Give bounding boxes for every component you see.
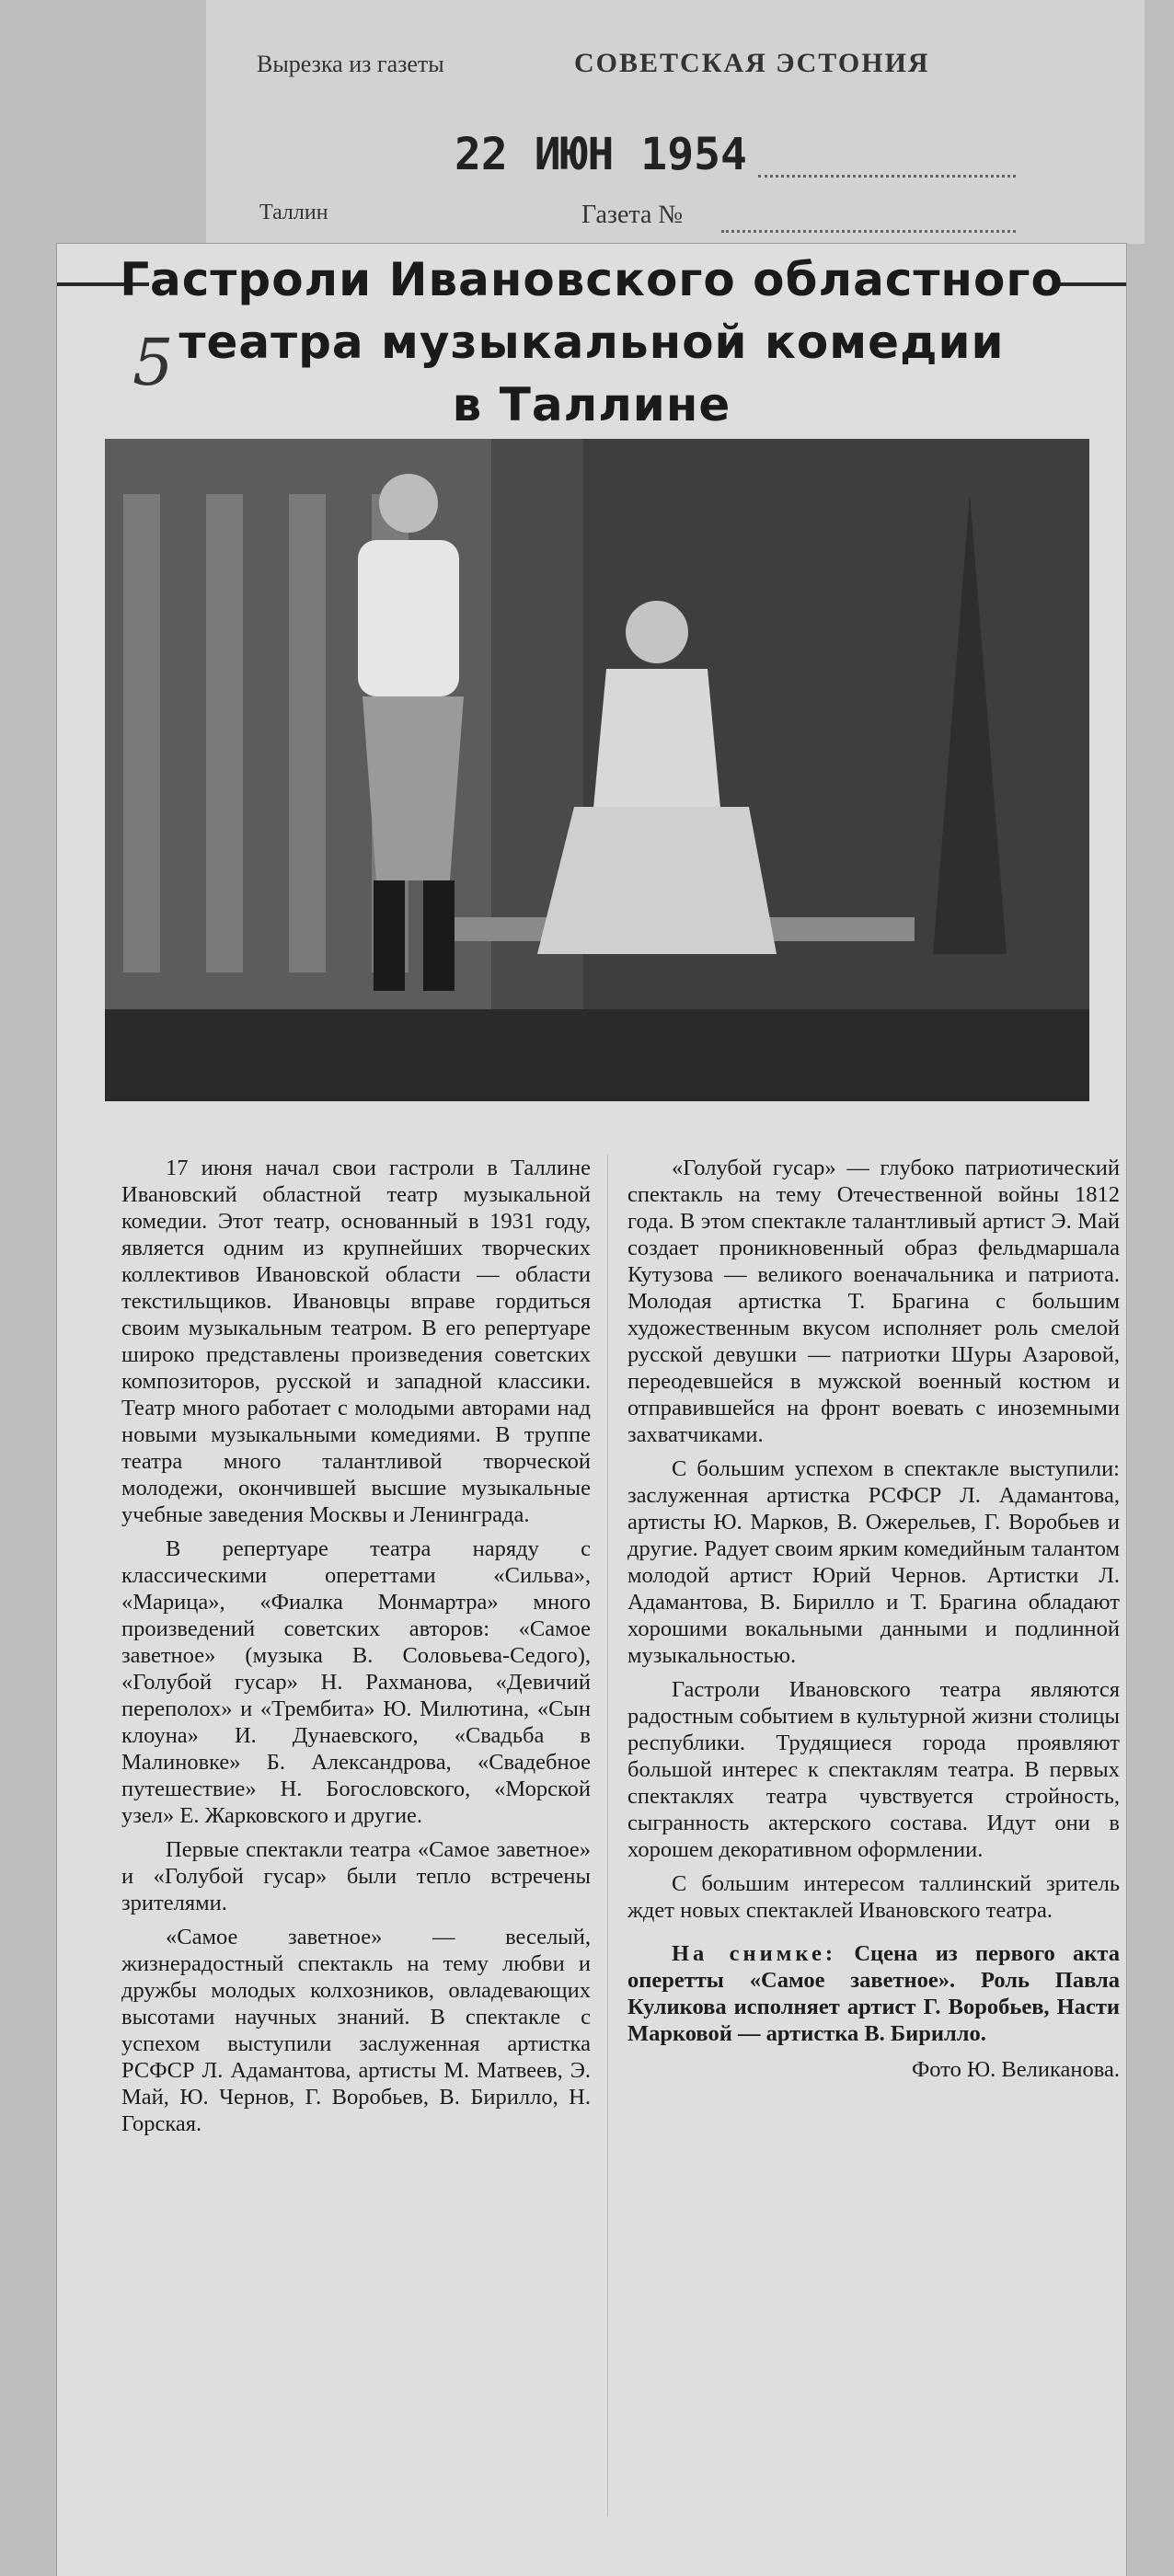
caption-text: Сцена из первого акта оперетты «Самое заветное». Роль Павла Куликова исполняет артист Г. Воробьев, Насти Марковой — артистка В. Бирилло. (627, 1941, 1120, 2046)
left-column (121, 1155, 591, 2137)
photo-credit: Фото Ю. Великанова. (911, 2057, 1120, 2082)
date-dotted-line (758, 175, 1016, 178)
issue-label: Газета № (581, 201, 684, 229)
paragraph: С большим интересом таллинский зритель ждет новых спектаклей Ивановского театра. (627, 1871, 1120, 1923)
cut-from-label: Вырезка из газеты (257, 51, 444, 77)
headline-line-1: Гастроли Ивановского областного (120, 253, 1064, 306)
right-column (627, 1155, 1120, 2083)
paragraph: Первые спектакли театра «Самое заветное» и «Голубой гусар» были тепло встречены зрителями. (121, 1837, 591, 1915)
paragraph: В репертуаре театра наряду с классическими опереттами «Сильва», «Марица», «Фиалка Монмартра» много произведений советских авторов: «Самое заветное» (музыка В. Соловьева-Седого), «Голубой гусар» Н. Рахманова, «Девичий переполох» и «Трембита» Ю. Милютина, «Сын клоуна» И. Дунаевского, «Свадьба в Малиновке» Б. Александрова, «Свадебное путешествие» Н. Богословского, «Морской узел» Е. Жарковского и другие. (121, 1536, 591, 1828)
paragraph: «Самое заветное» — веселый, жизнерадостный спектакль на тему любви и дружбы молодых колхозников, овладевающих высотами научных знаний. В спектакле с успехом выступили заслуженная артистка РСФСР Л. Адамантова, артисты М. Матвеев, Э. Май, Ю. Чернов, Г. Воробьев, В. Бирилло, Н. Горская. (121, 1925, 591, 2136)
column-divider (607, 1155, 608, 2516)
photo-caption (627, 1940, 1120, 2047)
paragraph: 17 июня начал свои гастроли в Таллине Ивановский областной театр музыкальной комедии. Этот театр, основанный в 1931 году, является одним из крупнейших творческих коллективов Ивановской области — области текстильщиков. Ивановцы вправе гордиться своим музыкальным театром. В его репертуаре широко представлены произведения советских композиторов, русской и западной классики. Театр много работает с молодыми авторами над новыми музыкальными комедиями. В труппе театра много талантливой творческой молодежи, окончившей высшие музыкальные учебные заведения Москвы и Ленинграда. (121, 1156, 591, 1527)
newspaper-clipping (57, 244, 1126, 2576)
city-label: Таллин (259, 201, 328, 224)
margin-mark: 5 (132, 325, 174, 400)
headline-line-2: театра музыкальной комедии (178, 316, 1005, 369)
issue-dotted-line (721, 230, 1016, 233)
stage-floor (105, 1009, 1089, 1101)
date-stamp: 22 ИЮН 1954 (455, 129, 747, 180)
newspaper-name: СОВЕТСКАЯ ЭСТОНИЯ (574, 48, 930, 78)
paragraph: «Голубой гусар» — глубоко патриотический спектакль на тему Отечественной войны 1812 года. В этом спектакле талантливый артист Э. Май создает проникновенный образ фельдмаршала Кутузова — великого военачальника и патриота. Молодая артистка Т. Брагина с большим художественным вкусом исполняет роль смелой русской девушки — патриотки Шуры Азаровой, переодевшейся в мужской военный костюм и отправившейся на фронт воевать с иноземными захватчиками. (627, 1156, 1120, 1447)
paragraph: Гастроли Ивановского театра являются радостным событием в культурной жизни столицы республики. Трудящиеся города проявляют большой интерес к спектаклям театра. В первых спектаклях театра чувствуется стройность, сыгранность актерского состава. Идут они в хорошем декоративном оформлении. (627, 1677, 1120, 1862)
clipping-slip (206, 0, 1145, 244)
headline-line-3: в Таллине (452, 378, 731, 431)
caption-lead: На снимке: (672, 1941, 836, 1966)
stage-photo (105, 439, 1089, 1101)
paragraph: С большим успехом в спектакле выступили: заслуженная артистка РСФСР Л. Адамантова, артисты Ю. Марков, В. Ожерельев, Г. Воробьев и другие. Радует своим ярким комедийным талантом молодой артист Юрий Чернов. Артистки Л. Адамантова, В. Бирилло и Т. Брагина обладают хорошими вокальными данными и подлинной музыкальностью. (627, 1456, 1120, 1668)
